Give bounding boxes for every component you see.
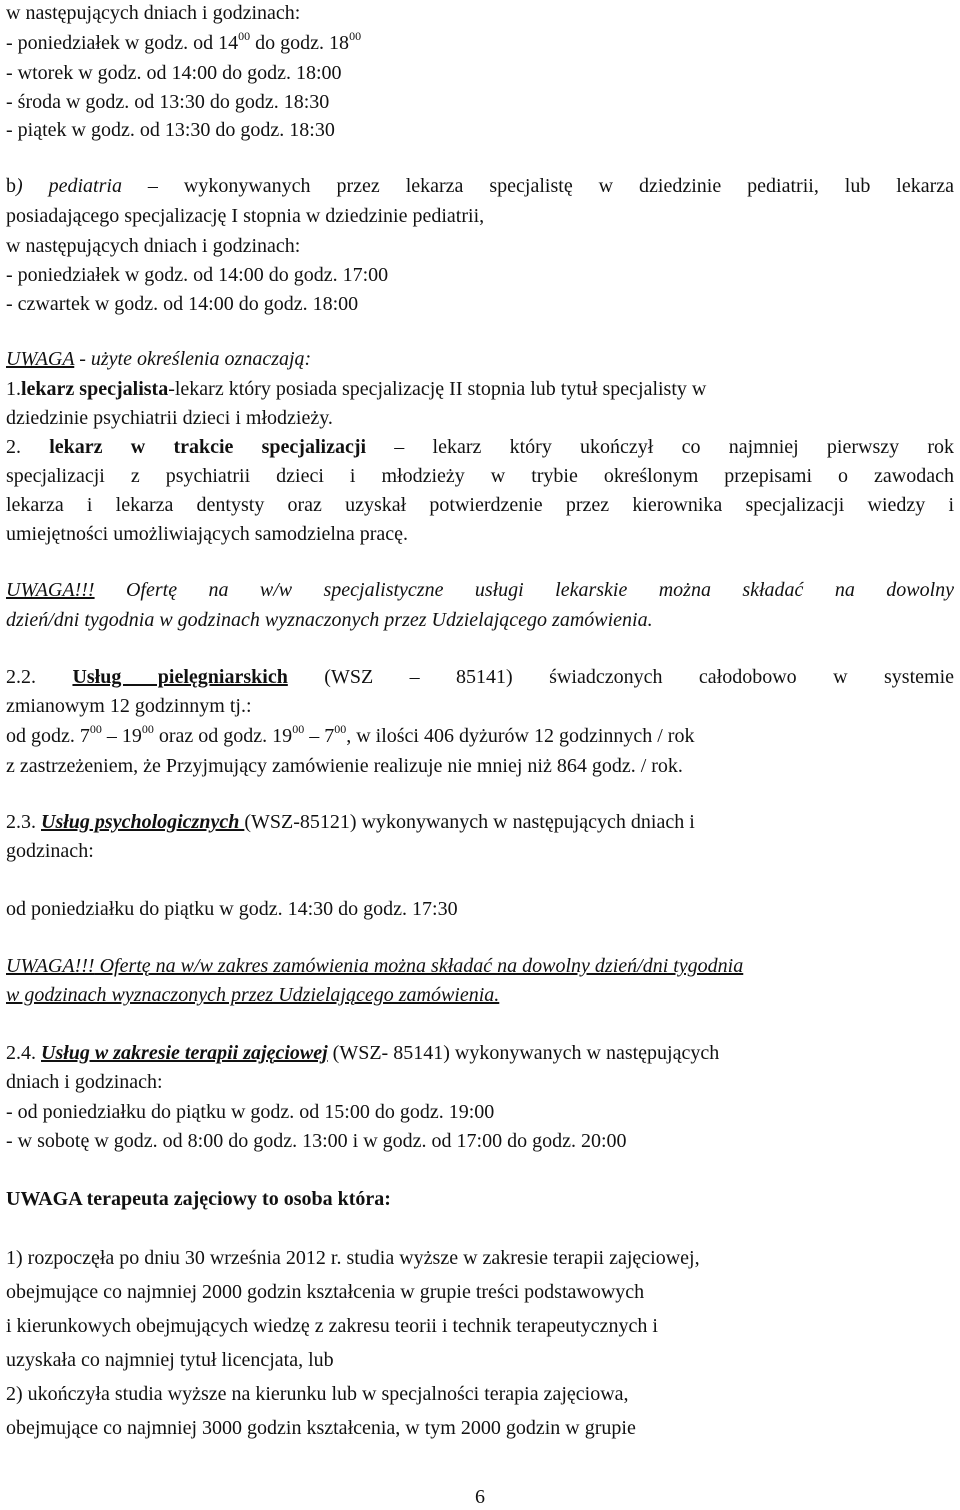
note-heading: UWAGA - użyte określenia oznaczają: bbox=[6, 348, 312, 370]
schedule-friday: - piątek w godz. od 13:30 do godz. 18:30 bbox=[6, 119, 335, 141]
schedule-tuesday: - wtorek w godz. od 14:00 do godz. 18:00 bbox=[6, 62, 342, 84]
definition-trainee-cont: lekarza i lekarza dentysty oraz uzyskał potwierdzenie przez kierownika specjalizacji wiedzy i bbox=[6, 494, 954, 516]
psychology-hours: od poniedziałku do piątku w godz. 14:30 do godz. 17:30 bbox=[6, 898, 458, 920]
note-any-day: UWAGA!!! Ofertę na w/w specjalistyczne usługi lekarskie można składać na dowolny bbox=[6, 579, 954, 601]
note-any-day-cont: dzień/dni tygodnia w godzinach wyznaczonych przez Udzielającego zamówienia. bbox=[6, 609, 653, 631]
therapist-condition-1-cont: uzyskała co najmniej tytuł licencjata, lub bbox=[6, 1349, 334, 1371]
pediatrics-line: posiadającego specjalizację I stopnia w dziedzinie pediatrii, bbox=[6, 205, 485, 227]
schedule-header: w następujących dniach i godzinach: bbox=[6, 2, 301, 24]
therapist-condition-2: 2) ukończyła studia wyższe na kierunku lub w specjalności terapia zajęciowa, bbox=[6, 1383, 629, 1405]
schedule-monday: - poniedziałek w godz. od $14^{00}$ do godz. $18^{00}$ bbox=[6, 29, 362, 54]
therapist-condition-1-cont: i kierunkowych obejmujących wiedzę z zakresu teorii i technik terapeutycznych i bbox=[6, 1315, 658, 1337]
therapist-note-heading: UWAGA terapeuta zajęciowy to osoba która: bbox=[6, 1188, 391, 1210]
nursing-reservation: z zastrzeżeniem, że Przyjmujący zamówienie realizuje nie mniej niż 864 godz. / rok. bbox=[6, 755, 683, 777]
psychology-line: godzinach: bbox=[6, 840, 94, 862]
schedule-wednesday: - środa w godz. od 13:30 do godz. 18:30 bbox=[6, 91, 330, 113]
nursing-heading: 2.2. Usług pielęgniarskich (WSZ – 85141) świadczonych całodobowo w systemie bbox=[6, 666, 955, 688]
note-any-day-2-cont: w godzinach wyznaczonych przez Udzielającego zamówienia. bbox=[6, 984, 500, 1006]
pediatrics-line: w następujących dniach i godzinach: bbox=[6, 235, 301, 257]
therapist-condition-2-cont: obejmujące co najmniej 3000 godzin kształcenia, w tym 2000 godzin w grupie bbox=[6, 1417, 636, 1439]
definition-specialist-cont: dziedzinie psychiatrii dzieci i młodzieży. bbox=[6, 407, 333, 429]
pediatrics-thursday: - czwartek w godz. od 14:00 do godz. 18:00 bbox=[6, 293, 359, 315]
occupational-therapy-saturday: - w sobotę w godz. od 8:00 do godz. 13:00 i w godz. od 17:00 do godz. 20:00 bbox=[6, 1130, 627, 1152]
definition-trainee-cont: specjalizacji z psychiatrii dzieci i młodzieży w trybie określonym przepisami o zawodach bbox=[6, 465, 954, 487]
nursing-line: zmianowym 12 godzinnym tj.: bbox=[6, 695, 252, 717]
therapist-condition-1-cont: obejmujące co najmniej 2000 godzin kształcenia w grupie treści podstawowych bbox=[6, 1281, 645, 1303]
occupational-therapy-heading: 2.4. Usług w zakresie terapii zajęciowej (WSZ- 85141) wykonywanych w następujących bbox=[6, 1042, 720, 1064]
pediatrics-heading: b) pediatria – wykonywanych przez lekarza specjalistę w dziedzinie pediatrii, lub lekarza bbox=[6, 175, 954, 197]
nursing-hours: od godz. $7^{00} - 19^{00}$ oraz od godz. $19^{00} - 7^{00}$, w ilości 406 dyżurów 12 godzinnych / rok bbox=[6, 722, 695, 747]
psychology-heading: 2.3. Usług psychologicznych (WSZ-85121) wykonywanych w następujących dniach i bbox=[6, 811, 695, 833]
page-number: 6 bbox=[475, 1486, 485, 1508]
occupational-therapy-line: dniach i godzinach: bbox=[6, 1071, 163, 1093]
definition-trainee: 2. lekarz w trakcie specjalizacji – lekarz który ukończył co najmniej pierwszy rok bbox=[6, 436, 954, 458]
therapist-condition-1: 1) rozpoczęła po dniu 30 września 2012 r. studia wyższe w zakresie terapii zajęciowej, bbox=[6, 1247, 700, 1269]
pediatrics-monday: - poniedziałek w godz. od 14:00 do godz. 17:00 bbox=[6, 264, 389, 286]
definition-specialist: 1.lekarz specjalista-lekarz który posiada specjalizację II stopnia lub tytuł specjalisty w bbox=[6, 378, 707, 400]
note-any-day-2: UWAGA!!! Ofertę na w/w zakres zamówienia można składać na dowolny dzień/dni tygodnia bbox=[6, 955, 744, 977]
definition-trainee-cont: umiejętności umożliwiających samodzielna pracę. bbox=[6, 523, 409, 545]
occupational-therapy-weekdays: - od poniedziałku do piątku w godz. od 15:00 do godz. 19:00 bbox=[6, 1101, 495, 1123]
